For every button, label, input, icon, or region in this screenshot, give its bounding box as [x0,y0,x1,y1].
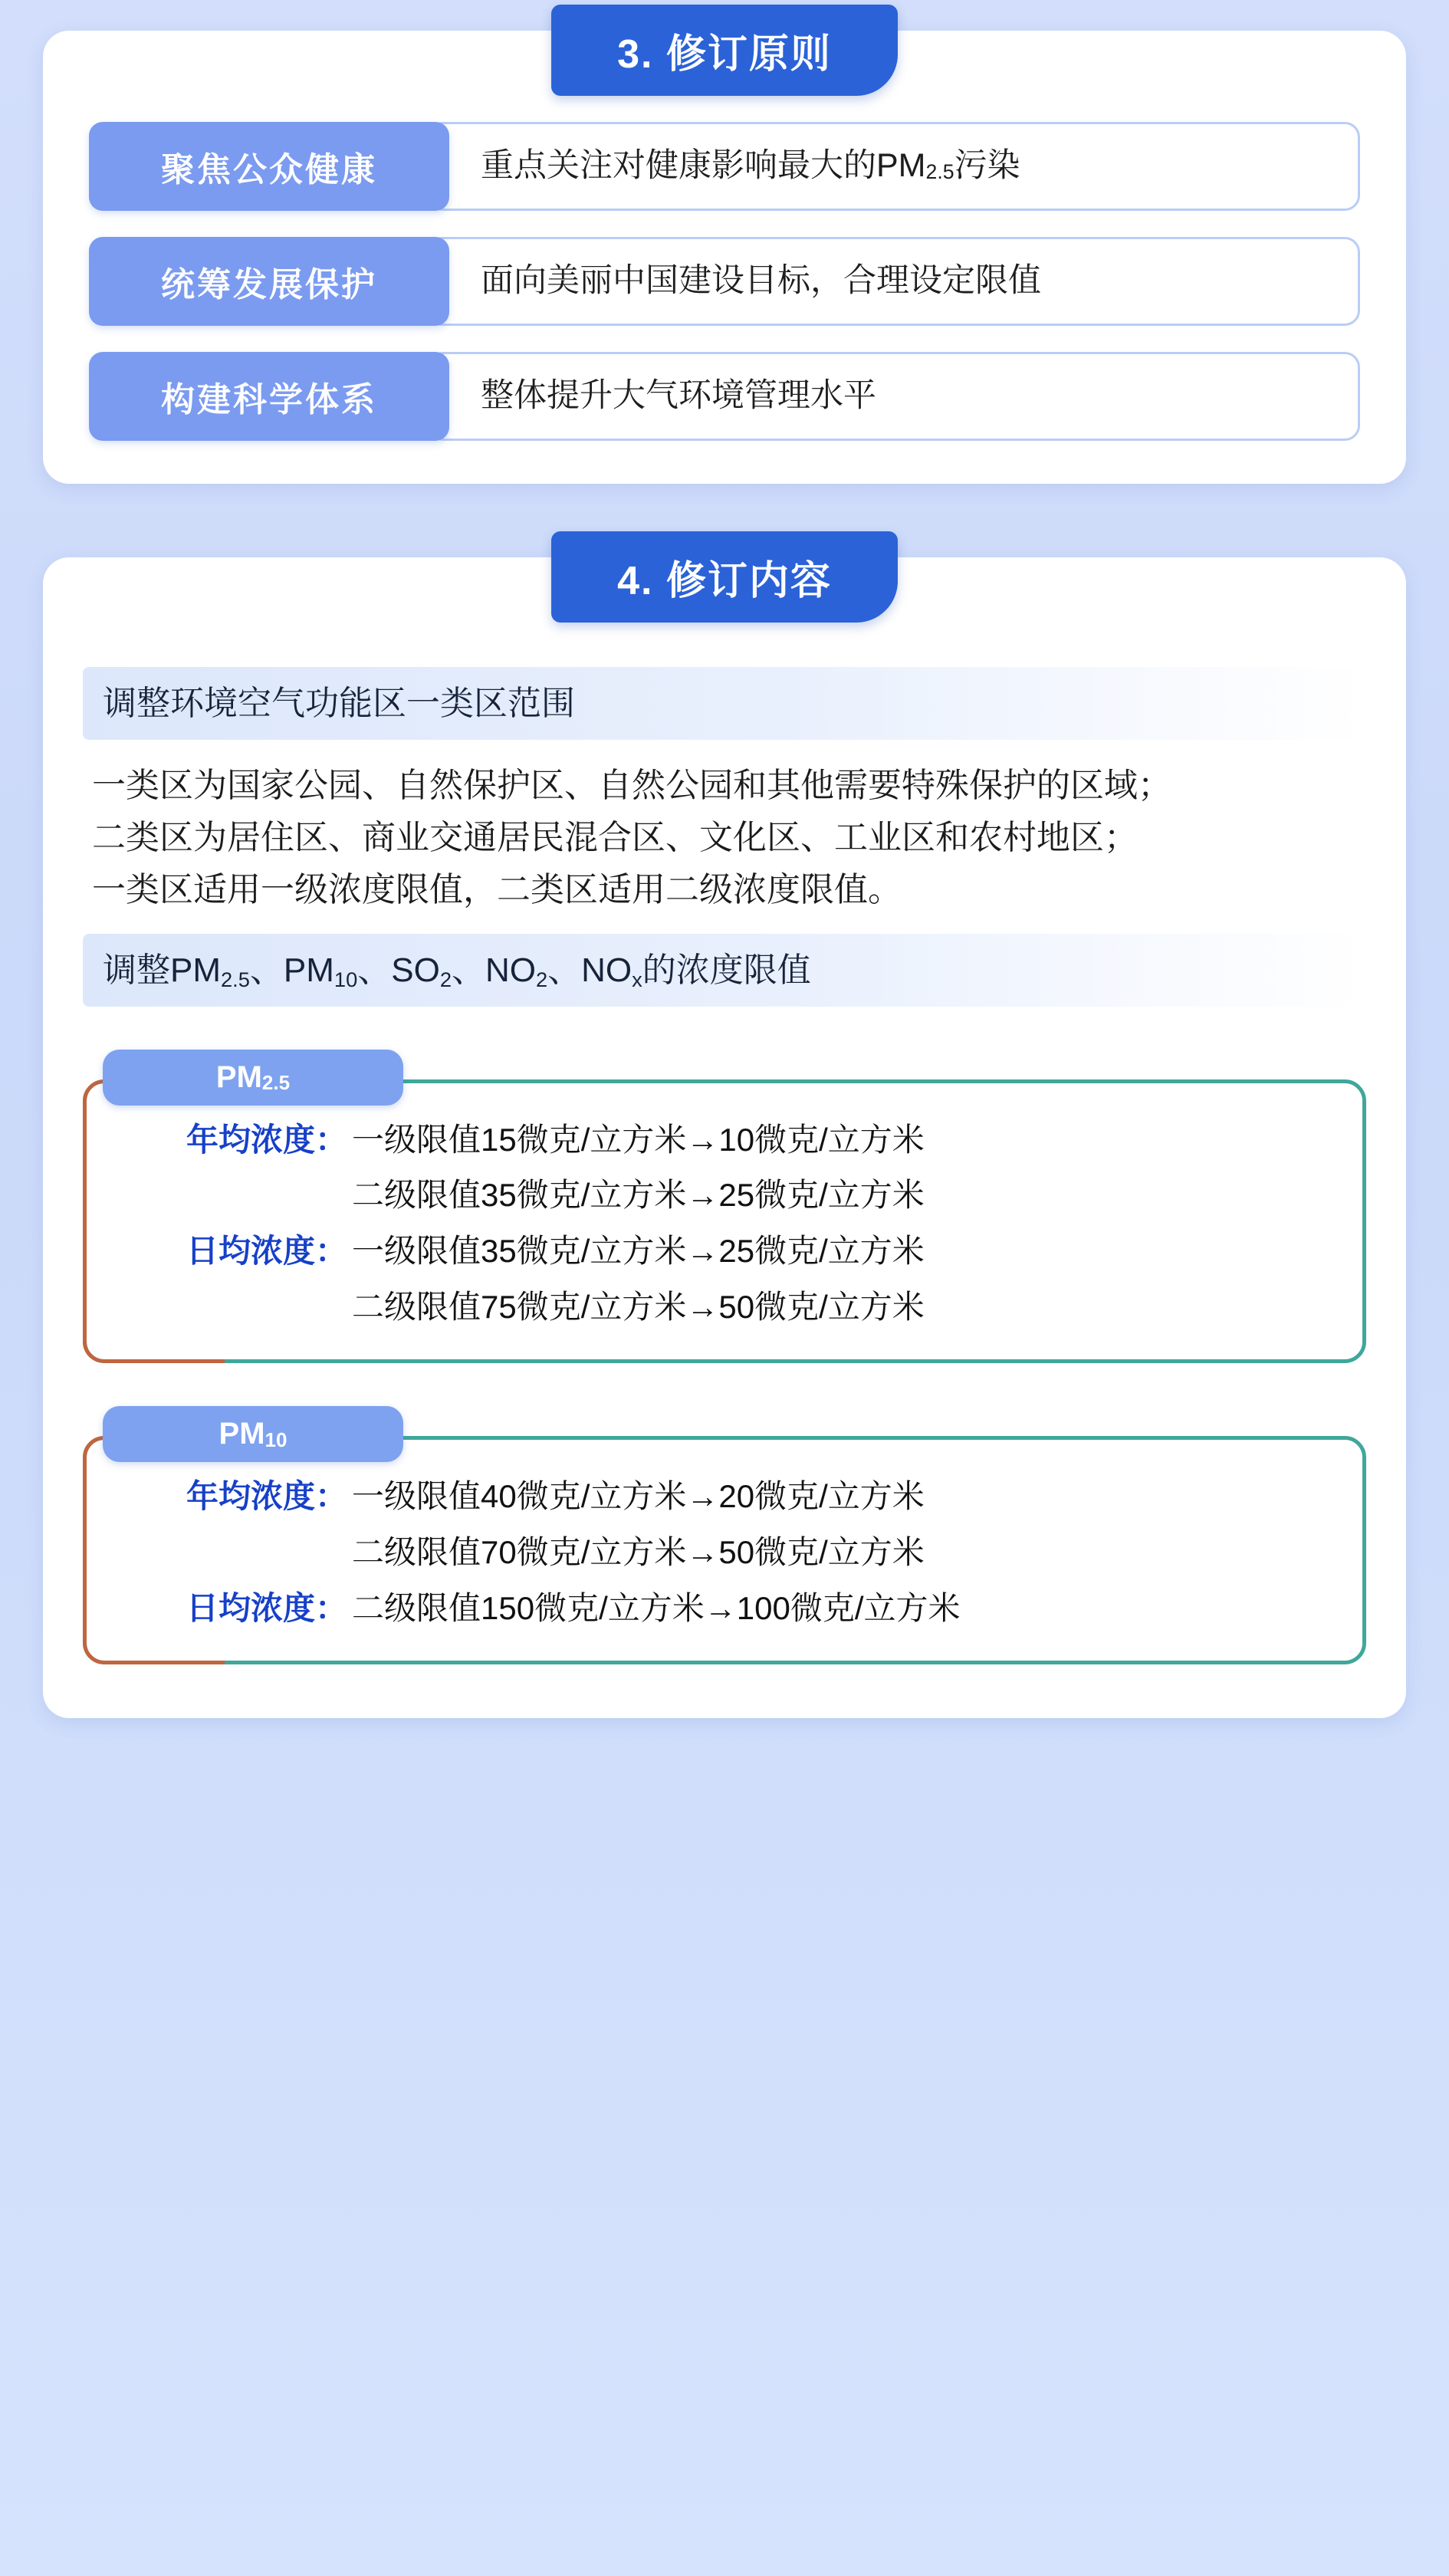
principle-text-tail: 污染 [954,147,1020,185]
principle-text [428,237,1360,326]
limit-row [117,1119,1332,1162]
limit-value: 一级限值40微克/立方米→20微克/立方米 [352,1478,925,1515]
principle-text-main: 重点关注对健康影响最大的PM [481,147,926,185]
principle-tag: 聚焦公众健康 [89,122,449,211]
paragraph-line: 二类区为居住区、商业交通居民混合区、文化区、工业区和农村地区； [92,819,1138,857]
limit-box [83,1436,1366,1664]
subhead-concentration-limits [83,934,1366,1007]
pollutant-chip [103,1050,403,1106]
limit-value: 一级限值15微克/立方米→10微克/立方米 [352,1121,925,1158]
pollutant-chip-text: PM [219,1417,265,1451]
limit-value: 一级限值35微克/立方米→25微克/立方米 [352,1232,925,1269]
limit-row [117,1531,1332,1575]
limit-label: 年均浓度： [186,1478,347,1515]
section-4-card [43,557,1406,1718]
section-3-card [43,31,1406,484]
section-4-banner: 4. 修订内容 [551,531,898,623]
pollutant-chip-sub: 2.5 [261,1071,291,1095]
subhead-part-sub: 2 [535,968,548,992]
subhead-part-sub: 10 [334,968,358,992]
limit-box [83,1079,1366,1364]
limit-row [117,1475,1332,1519]
subhead-part: 、SO [357,951,440,989]
limit-value: 二级限值150微克/立方米→100微克/立方米 [352,1589,961,1626]
limit-row [117,1174,1332,1217]
paragraph-block [83,760,1366,917]
principle-text-main: 整体提升大气环境管理水平 [481,377,876,415]
pollutant-chip-text: PM [215,1060,262,1094]
principle-row [89,122,1360,211]
pollutant-chip-sub: 10 [264,1428,288,1452]
limit-label: 日均浓度： [186,1232,347,1269]
subhead-part: 、PM [249,951,334,989]
subhead-part: 、NO [451,951,536,989]
principle-row [89,352,1360,441]
section-3-banner: 3. 修订原则 [551,5,898,96]
subhead-part: 的浓度限值 [642,951,811,989]
subhead-part-sub: 2.5 [221,968,250,992]
paragraph-line: 一类区为国家公园、自然保护区、自然公园和其他需要特殊保护的区域； [92,767,1171,804]
limit-row [117,1587,1332,1631]
pollutant-block-pm25 [83,1050,1366,1364]
principle-text [428,352,1360,441]
subhead-part: 、NO [547,951,632,989]
limit-label: 年均浓度： [186,1121,347,1158]
section-4-content [43,646,1406,1718]
principle-text-sub: 2.5 [925,160,955,184]
limit-row [117,1286,1332,1329]
principle-text [428,122,1360,211]
principle-row [89,237,1360,326]
subhead-part-sub: 2 [439,968,452,992]
principle-tag: 统筹发展保护 [89,237,449,326]
limit-value: 二级限值70微克/立方米→50微克/立方米 [352,1534,925,1570]
principle-tag: 构建科学体系 [89,352,449,441]
pollutant-chip [103,1406,403,1462]
limit-value: 二级限值75微克/立方米→50微克/立方米 [352,1288,925,1325]
section-4-banner-wrap [43,531,1406,623]
principle-text-main: 面向美丽中国建设目标，合理设定限值 [481,262,1041,300]
subhead-part-sub: x [632,968,642,992]
principles-list [43,119,1406,484]
subhead-functional-zones: 调整环境空气功能区一类区范围 [83,667,1366,740]
limit-value: 二级限值35微克/立方米→25微克/立方米 [352,1177,925,1214]
subhead-part: 调整PM [103,951,221,989]
limit-row [117,1230,1332,1273]
paragraph-line: 一类区适用一级浓度限值，二类区适用二级浓度限值。 [92,871,902,909]
section-3-banner-wrap [43,5,1406,96]
pollutant-block-pm10 [83,1406,1366,1664]
limit-label: 日均浓度： [186,1589,347,1626]
